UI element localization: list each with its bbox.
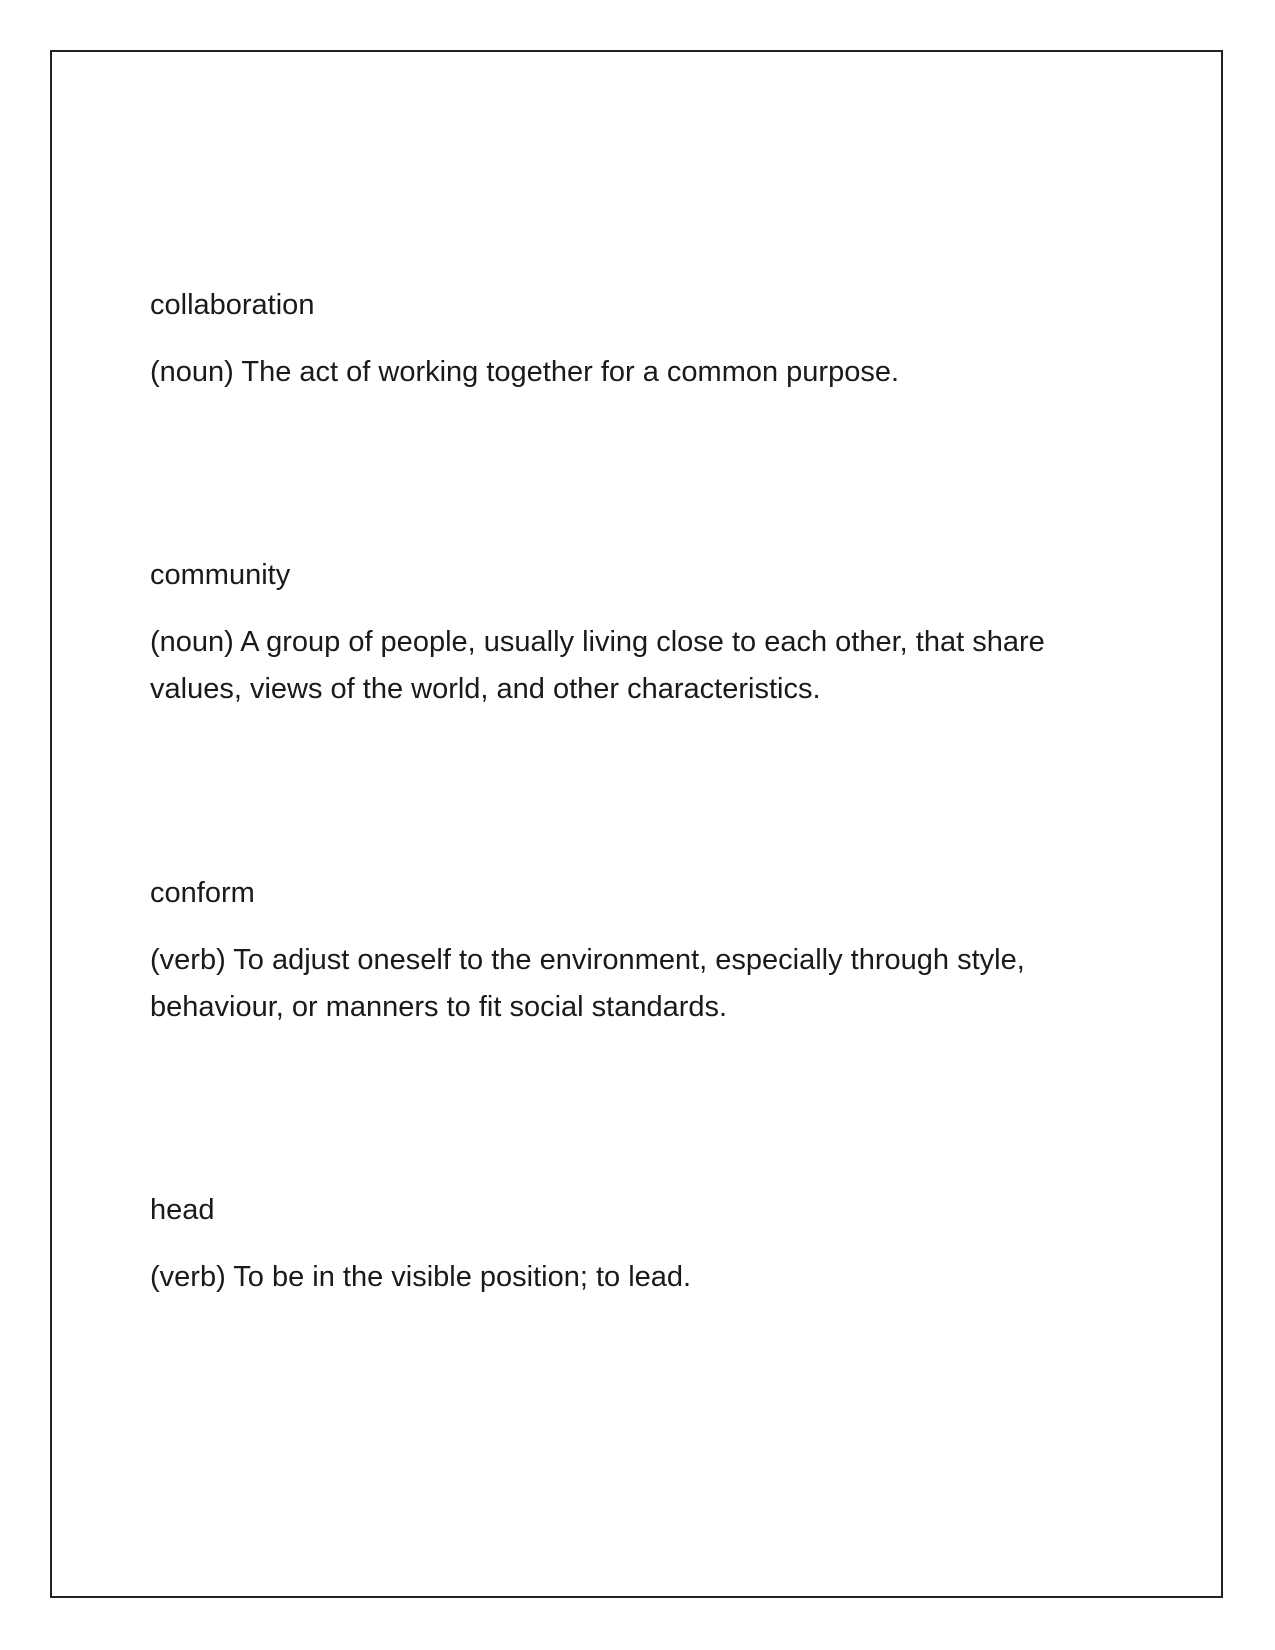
page-border xyxy=(50,50,1223,1598)
entry-definition: (noun) The act of working together for a common purpose. xyxy=(150,356,900,388)
entry-term: collaboration xyxy=(150,289,315,321)
vocab-entry-head xyxy=(150,1192,1110,1301)
entry-term: conform xyxy=(150,877,255,909)
entry-term: head xyxy=(150,1194,215,1226)
vocab-entry-collaboration xyxy=(150,287,1110,396)
entry-term: community xyxy=(150,559,291,591)
entry-definition: (verb) To adjust oneself to the environment, especially through style, behaviour, or manners to fit social standards. xyxy=(150,944,1025,1023)
vocab-entry-conform xyxy=(150,875,1110,1031)
entry-definition: (noun) A group of people, usually living close to each other, that share values, views of the world, and other characteristics. xyxy=(150,626,1045,705)
entry-definition: (verb) To be in the visible position; to lead. xyxy=(150,1261,692,1293)
vocab-entry-community xyxy=(150,557,1110,713)
